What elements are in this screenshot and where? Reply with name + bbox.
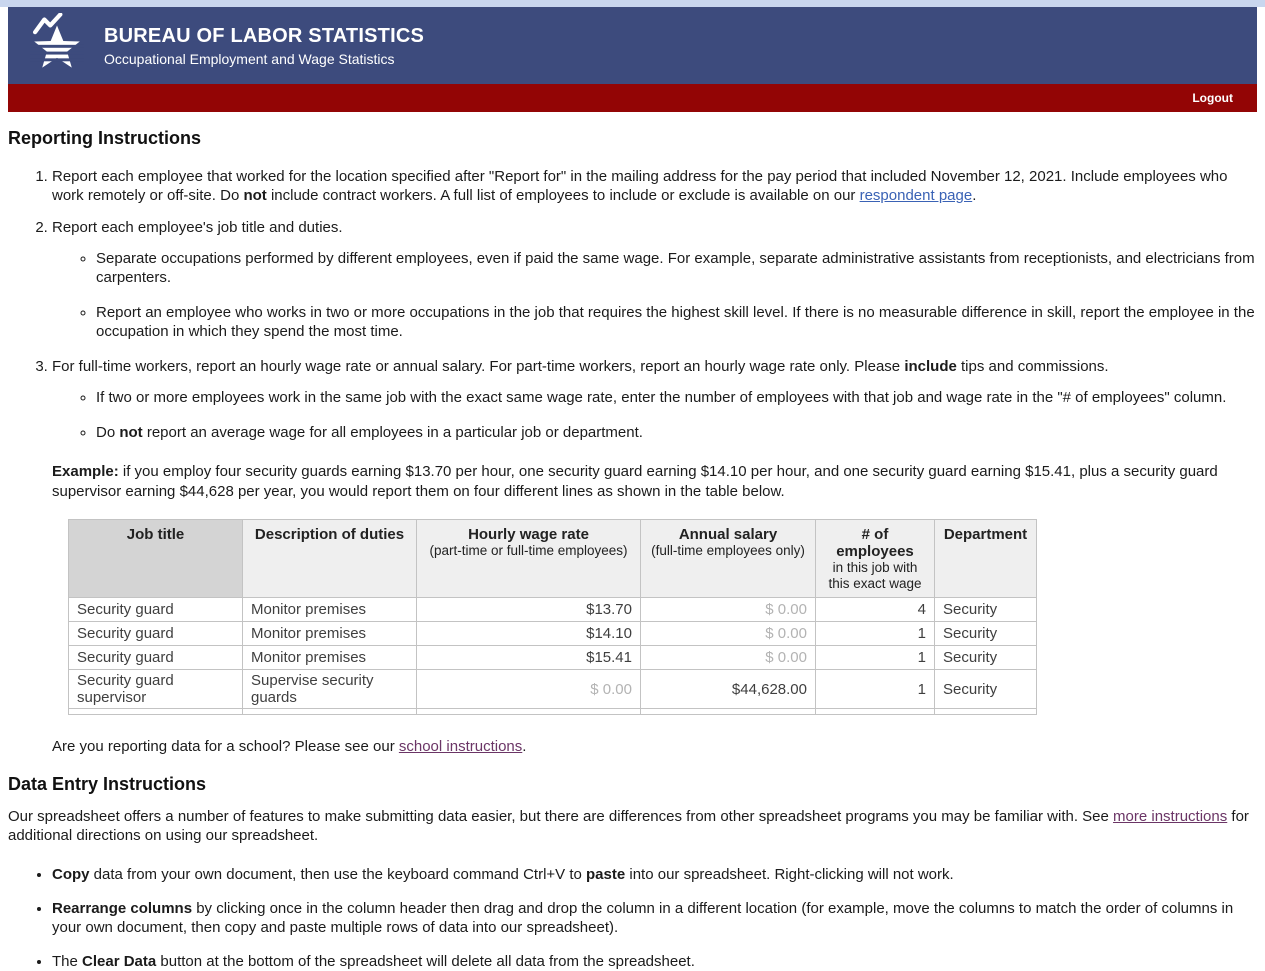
instruction-text: Do not report an average wage for all employees in a particular job or department. <box>96 424 643 442</box>
instruction-text: Report an employee who works in two or more occupations in the job that requires the highest skill level. If there is no measurable difference in skill, report the employee in the occupation in which they spend the most time. <box>96 304 1255 341</box>
top-strip <box>0 0 1265 7</box>
list-item <box>52 167 1257 205</box>
hourly-wage-cell: $13.70 <box>417 598 641 622</box>
school-instructions-link[interactable]: school instructions <box>398 738 523 756</box>
list-item <box>96 303 1257 341</box>
reporting-instructions-list <box>8 167 1257 442</box>
employee-count-cell: 4 <box>816 598 935 622</box>
list-item <box>96 423 1257 442</box>
utility-bar <box>8 84 1257 112</box>
table-row <box>69 598 1037 622</box>
program-subtitle: Occupational Employment and Wage Statistics <box>104 50 395 67</box>
department-cell: Security <box>935 622 1037 646</box>
example-paragraph: Example: if you employ four security guards earning $13.70 per hour, one security guard earning $14.10 per hour, and one security guard earning $15.41, plus a security guard supervisor earning $44,628 per year, you would report them on four different lines as shown in the table below. <box>52 463 1218 500</box>
employee-count-cell: 1 <box>816 622 935 646</box>
hourly-wage-cell: $ 0.00 <box>417 670 641 709</box>
column-header-job-title: Job title <box>69 519 243 598</box>
table-header-row <box>69 519 1037 598</box>
main-content <box>8 128 1257 971</box>
page-header <box>8 7 1257 112</box>
header-titles <box>104 25 424 67</box>
annual-salary-cell: $ 0.00 <box>641 598 816 622</box>
list-item <box>96 388 1257 407</box>
agency-title: BUREAU OF LABOR STATISTICS <box>104 24 425 47</box>
department-cell: Security <box>935 646 1037 670</box>
annual-salary-cell: $44,628.00 <box>641 670 816 709</box>
department-cell: Security <box>935 670 1037 709</box>
job-title-cell: Security guard supervisor <box>69 670 243 709</box>
column-header-annual-salary: Annual salary (full-time employees only) <box>641 519 816 598</box>
tip-text: Copy data from your own document, then use the keyboard command Ctrl+V to paste into our spreadsheet. Right-clicking will not work. <box>52 866 954 884</box>
school-note: Are you reporting data for a school? Please see our school instructions. <box>52 738 527 756</box>
instruction-text: For full-time workers, report an hourly wage rate or annual salary. For part-time workers, report an hourly wage rate only. Please include tips and commissions. <box>52 358 1109 376</box>
list-item <box>52 899 1257 937</box>
table-row-stub <box>69 709 1037 715</box>
list-item <box>96 249 1257 287</box>
list-item <box>52 865 1257 884</box>
list-item <box>52 952 1257 971</box>
department-cell: Security <box>935 598 1037 622</box>
tip-text: The Clear Data button at the bottom of the spreadsheet will delete all data from the spreadsheet. <box>52 953 695 971</box>
reporting-instructions-title: Reporting Instructions <box>8 128 201 148</box>
instruction-text: Report each employee's job title and duties. <box>52 219 343 237</box>
duties-cell: Monitor premises <box>243 622 417 646</box>
sub-list <box>52 388 1257 442</box>
example-wage-table <box>68 519 1037 716</box>
instruction-text: Report each employee that worked for the location specified after "Report for" in the mailing address for the pay period that included November 12, 2021. Include employees who work remotely or off-site. Do not include contract workers. A full list of employees to include or exclude is available on our respondent page. <box>52 168 1228 205</box>
data-entry-intro: Our spreadsheet offers a number of features to make submitting data easier, but there are differences from other spreadsheet programs you may be familiar with. See more instructions for additional directions on using our spreadsheet. <box>8 808 1249 845</box>
job-title-cell: Security guard <box>69 598 243 622</box>
hourly-wage-cell: $15.41 <box>417 646 641 670</box>
table-row <box>69 646 1037 670</box>
duties-cell: Monitor premises <box>243 646 417 670</box>
tip-text: Rearrange columns by clicking once in the column header then drag and drop the column in a different location (for example, move the columns to match the order of columns in your own document, then copy and paste multiple rows of data into our spreadsheet). <box>52 900 1234 937</box>
table-row <box>69 670 1037 709</box>
logout-link[interactable]: Logout <box>1192 91 1233 105</box>
employee-count-cell: 1 <box>816 646 935 670</box>
annual-salary-cell: $ 0.00 <box>641 646 816 670</box>
hourly-wage-cell: $14.10 <box>417 622 641 646</box>
data-entry-instructions-title: Data Entry Instructions <box>8 774 207 795</box>
column-header-duties: Description of duties <box>243 519 417 598</box>
data-entry-tips-list <box>8 865 1257 971</box>
bls-logo-icon <box>30 13 84 79</box>
list-item <box>52 218 1257 341</box>
annual-salary-cell: $ 0.00 <box>641 622 816 646</box>
job-title-cell: Security guard <box>69 646 243 670</box>
duties-cell: Monitor premises <box>243 598 417 622</box>
list-item <box>52 357 1257 442</box>
duties-cell: Supervise security guards <box>243 670 417 709</box>
instruction-text: Separate occupations performed by different employees, even if paid the same wage. For example, separate administrative assistants from receptionists, and electricians from carpenters. <box>96 250 1255 287</box>
employee-count-cell: 1 <box>816 670 935 709</box>
column-header-hourly-wage: Hourly wage rate (part-time or full-time employees) <box>417 519 641 598</box>
bls-header-band <box>8 7 1257 84</box>
job-title-cell: Security guard <box>69 622 243 646</box>
table-row <box>69 622 1037 646</box>
column-header-num-employees: # of employees in this job with this exact wage <box>816 519 935 598</box>
instruction-text: If two or more employees work in the same job with the exact same wage rate, enter the number of employees with that job and wage rate in the "# of employees" column. <box>96 389 1227 407</box>
more-instructions-link[interactable]: more instructions <box>1113 808 1228 826</box>
respondent-page-link[interactable]: respondent page <box>859 187 973 205</box>
sub-list <box>52 249 1257 341</box>
column-header-department: Department <box>935 519 1037 598</box>
